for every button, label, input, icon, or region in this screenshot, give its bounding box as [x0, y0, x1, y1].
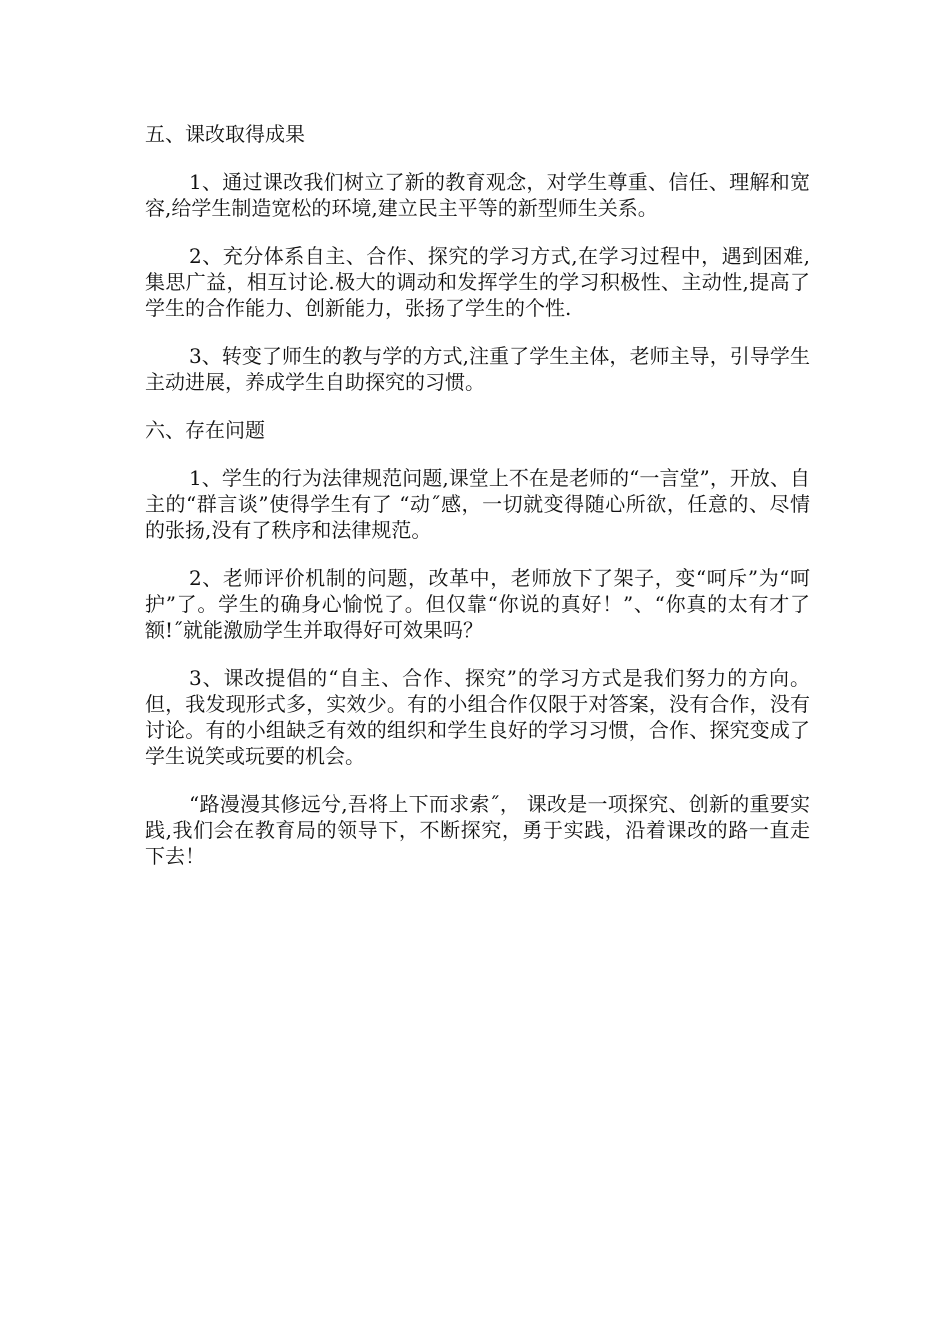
- achievement-paragraph-3: 3、转变了师生的教与学的方式,注重了学生主体，老师主导，引导学生主动进展，养成学生自助探究的习惯。: [145, 344, 810, 394]
- problem-paragraph-2: 2、老师评价机制的问题，改革中，老师放下了架子，变“呵斥”为“呵护”了。学生的确身心愉悦了。但仅靠“你说的真好！”、“你真的太有才了额!˝就能激励学生并取得好可效果吗？: [145, 566, 810, 642]
- achievement-paragraph-2: 2、充分体系自主、合作、探究的学习方式,在学习过程中，遇到困难,集思广益，相互讨论.极大的调动和发挥学生的学习积极性、主动性,提高了学生的合作能力、创新能力，张扬了学生的个性.: [145, 244, 810, 320]
- problem-paragraph-1: 1、学生的行为法律规范问题,课堂上不在是老师的“一言堂”，开放、自主的“群言谈”使得学生有了 “动˝感，一切就变得随心所欲，任意的、尽情的张扬,没有了秩序和法律规范。: [145, 466, 810, 542]
- section-heading-achievements: 五、课改取得成果: [145, 122, 305, 146]
- section-heading-problems: 六、存在问题: [145, 418, 265, 442]
- closing-paragraph: “路漫漫其修远兮,吾将上下而求索˝， 课改是一项探究、创新的重要实践,我们会在教育局的领导下，不断探究，勇于实践，沿着课改的路一直走下去！: [145, 792, 810, 868]
- document-body: [145, 121, 810, 891]
- problem-paragraph-3: 3、课改提倡的“自主、合作、探究”的学习方式是我们努力的方向。但，我发现形式多，实效少。有的小组合作仅限于对答案，没有合作，没有讨论。有的小组缺乏有效的组织和学生良好的学习习惯，合作、探究变成了学生说笑或玩要的机会。: [145, 666, 810, 768]
- achievement-paragraph-1: 1、通过课改我们树立了新的教育观念，对学生尊重、信任、理解和宽容,给学生制造宽松的环境,建立民主平等的新型师生关系。: [145, 170, 810, 220]
